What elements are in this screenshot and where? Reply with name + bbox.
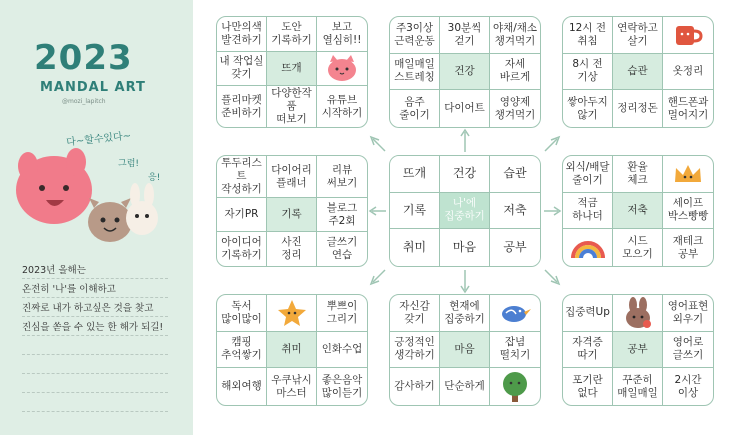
- goal-cell[interactable]: 긍정적인 생각하기: [390, 332, 440, 369]
- goal-cell[interactable]: 감사하기: [390, 368, 440, 405]
- divider: [22, 335, 168, 336]
- main-goal-cell[interactable]: 취미: [390, 229, 440, 266]
- goal-cell[interactable]: 뿌쁘이 그리기: [317, 295, 367, 332]
- note-line-1: 2023년 올해는: [22, 265, 86, 276]
- goal-cell[interactable]: 다양한작품 떠보기: [267, 86, 317, 127]
- core-goal-cell[interactable]: 공부: [613, 332, 663, 369]
- goal-cell[interactable]: 사진 정리: [267, 232, 317, 266]
- block-bottom-middle: [389, 294, 541, 406]
- divider: [22, 373, 168, 374]
- goal-cell[interactable]: 인화수업: [317, 332, 367, 369]
- goal-cell[interactable]: 외식/배달 줄이기: [563, 156, 613, 193]
- credit-text: @mozi_lapitch: [62, 98, 106, 105]
- divider: [22, 354, 168, 355]
- goal-cell[interactable]: 도안 기록하기: [267, 17, 317, 52]
- goal-cell[interactable]: 영어표현 외우기: [663, 295, 713, 332]
- center-theme-cell[interactable]: 나'에 집중하기: [440, 193, 490, 230]
- goal-cell[interactable]: 주3이상 근력운동: [390, 17, 440, 54]
- block-top-left: [216, 16, 368, 128]
- goal-cell[interactable]: 단순하게: [440, 368, 490, 405]
- core-goal-cell[interactable]: 건강: [440, 54, 490, 91]
- characters-illustration-icon: [14, 140, 164, 250]
- main-goal-cell[interactable]: 습관: [490, 156, 540, 193]
- divider: [22, 392, 168, 393]
- divider: [22, 278, 168, 279]
- divider: [22, 411, 168, 412]
- divider: [22, 316, 168, 317]
- note-area: [16, 255, 176, 420]
- core-goal-cell[interactable]: 습관: [613, 54, 663, 91]
- goal-cell[interactable]: 옷정리: [663, 54, 713, 91]
- goal-cell[interactable]: 나만의색 발견하기: [217, 17, 267, 52]
- goal-cell[interactable]: 영어로 글쓰기: [663, 332, 713, 369]
- bird-icon: [490, 295, 540, 332]
- note-line-4: 진심을 쏟을 수 있는 한 해가 되길!: [22, 322, 164, 333]
- sidebar-panel: [0, 0, 193, 435]
- goal-cell[interactable]: 보고 열심히!!: [317, 17, 367, 52]
- goal-cell[interactable]: 자격증 따기: [563, 332, 613, 369]
- speech-bubble-3: 응!: [148, 173, 161, 183]
- bunny-icon: [613, 295, 663, 332]
- goal-cell[interactable]: 자신감 갖기: [390, 295, 440, 332]
- goal-cell[interactable]: 12시 전 취침: [563, 17, 613, 54]
- goal-cell[interactable]: 다이어리 플래너: [267, 156, 317, 198]
- goal-cell[interactable]: 자세 바르게: [490, 54, 540, 91]
- goal-cell[interactable]: 8시 전 기상: [563, 54, 613, 91]
- goal-cell[interactable]: 독서 많이많이: [217, 295, 267, 332]
- block-bottom-left: [216, 294, 368, 406]
- cat-face-icon: [317, 52, 367, 87]
- rainbow-icon: [563, 229, 613, 266]
- goal-cell[interactable]: 야채/채소 챙겨먹기: [490, 17, 540, 54]
- divider: [22, 297, 168, 298]
- goal-cell[interactable]: 적금 하나더: [563, 193, 613, 230]
- goal-cell[interactable]: 캠핑 추억쌓기: [217, 332, 267, 369]
- goal-cell[interactable]: 시드 모으기: [613, 229, 663, 266]
- goal-cell[interactable]: 쌓아두지 않기: [563, 90, 613, 127]
- main-goal-cell[interactable]: 뜨개: [390, 156, 440, 193]
- main-goal-cell[interactable]: 저축: [490, 193, 540, 230]
- goal-cell[interactable]: 연락하고 살기: [613, 17, 663, 54]
- goal-cell[interactable]: 해외여행: [217, 368, 267, 405]
- year-title: 2023: [34, 38, 133, 78]
- goal-cell[interactable]: 좋은음악 많이듣기: [321, 373, 363, 399]
- goal-cell[interactable]: 꾸준히 매일매일: [613, 368, 663, 405]
- goal-cell[interactable]: 글쓰기 연습: [326, 236, 358, 261]
- goal-cell[interactable]: 정리정돈: [613, 90, 663, 127]
- core-goal-cell[interactable]: 저축: [613, 193, 663, 230]
- crown-icon: [663, 156, 713, 193]
- note-line-3: 진짜로 내가 하고싶은 것을 찾고: [22, 303, 154, 314]
- star-face-icon: [267, 295, 317, 332]
- block-center: [389, 155, 541, 267]
- block-bottom-right: [562, 294, 714, 406]
- goal-cell[interactable]: 내 작업실 갖기: [217, 52, 267, 87]
- goal-cell[interactable]: 핸드폰과 멀어지기: [667, 95, 709, 121]
- block-middle-left: [216, 155, 368, 267]
- goal-cell[interactable]: 환율 체크: [613, 156, 663, 193]
- goal-cell[interactable]: 잡념 떨치기: [490, 332, 540, 369]
- speech-bubble-1: 다~할수있다~: [65, 130, 132, 149]
- main-goal-cell[interactable]: 기록: [390, 193, 440, 230]
- main-goal-cell[interactable]: 건강: [440, 156, 490, 193]
- block-middle-right: [562, 155, 714, 267]
- core-goal-cell[interactable]: 취미: [267, 332, 317, 369]
- block-top-middle: [389, 16, 541, 128]
- goal-cell[interactable]: 블로그 주2회: [317, 198, 367, 232]
- goal-cell[interactable]: 2시간 이상: [674, 373, 702, 399]
- goal-cell[interactable]: 매일매일 스트레칭: [390, 54, 440, 91]
- core-goal-cell[interactable]: 뜨개: [267, 52, 317, 87]
- mug-icon: [663, 17, 713, 54]
- main-goal-cell[interactable]: 마음: [440, 229, 490, 266]
- goal-cell[interactable]: 음주 줄이기: [390, 90, 440, 127]
- goal-cell[interactable]: 영양제 챙겨먹기: [494, 95, 536, 121]
- goal-cell[interactable]: 아이디어 기록하기: [217, 232, 267, 266]
- speech-bubble-2: 그럼!: [118, 159, 139, 169]
- core-goal-cell[interactable]: 마음: [440, 332, 490, 369]
- goal-cell[interactable]: 재테크 공부: [672, 234, 704, 260]
- goal-cell[interactable]: 우쿠낚시 마스터: [267, 368, 317, 405]
- goal-cell[interactable]: 포기란 없다: [563, 368, 613, 405]
- goal-cell[interactable]: 현재에 집중하기: [440, 295, 490, 332]
- goal-cell[interactable]: 유튜브 시작하기: [321, 93, 363, 119]
- main-goal-cell[interactable]: 공부: [490, 229, 540, 266]
- goal-cell[interactable]: 세이프 박스빵빵: [663, 193, 713, 230]
- goal-cell[interactable]: 플리마켓 준비하기: [217, 86, 267, 127]
- core-goal-cell[interactable]: 기록: [267, 198, 317, 232]
- mandal-art-title: MANDAL ART: [40, 80, 146, 95]
- goal-cell[interactable]: 다이어트: [440, 90, 490, 127]
- goal-cell[interactable]: 30분씩 걷기: [440, 17, 490, 54]
- block-top-right: [562, 16, 714, 128]
- goal-cell[interactable]: 집중력Up: [563, 295, 613, 332]
- goal-cell[interactable]: 리뷰 써보기: [317, 156, 367, 198]
- tree-icon: [490, 368, 540, 405]
- goal-cell[interactable]: 자기PR: [217, 198, 267, 232]
- note-line-2: 온전히 '나'를 이해하고: [22, 284, 116, 295]
- goal-cell[interactable]: 투두리스트 작성하기: [217, 156, 267, 198]
